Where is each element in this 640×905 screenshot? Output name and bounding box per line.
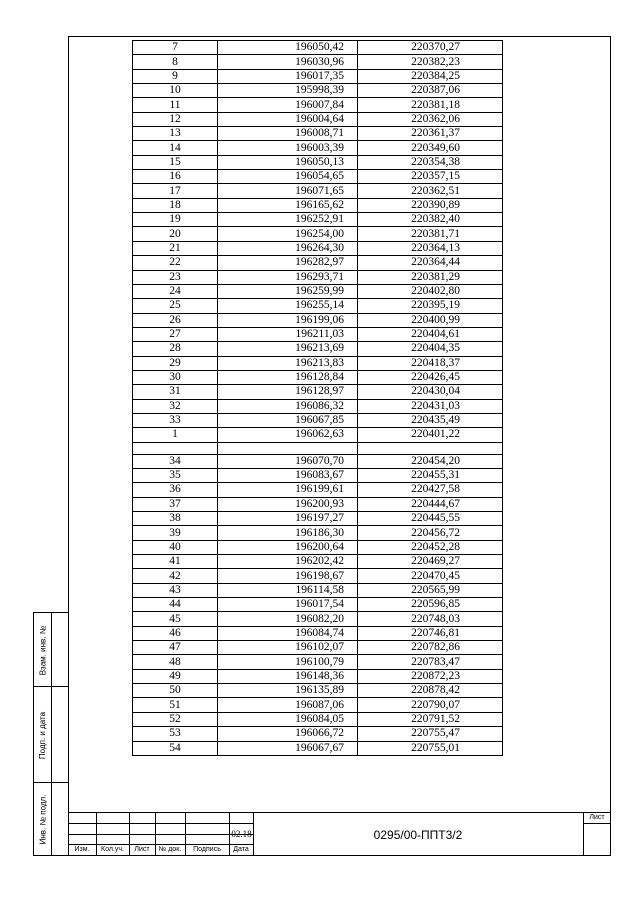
table-row	[133, 399, 503, 413]
y-coordinate-cell: 220362,51	[358, 184, 503, 198]
table-row	[133, 669, 503, 683]
point-number-cell: 8	[133, 55, 218, 69]
side-label-signature-date: Подп. и дата	[38, 711, 48, 759]
y-coordinate-cell: 220404,61	[358, 327, 503, 341]
point-number-cell: 41	[133, 555, 218, 569]
y-coordinate-cell: 220596,85	[358, 598, 503, 612]
point-number-cell: 31	[133, 385, 218, 399]
point-number-cell: 14	[133, 141, 218, 155]
x-coordinate-cell: 196050,13	[218, 155, 358, 169]
point-number-cell: 20	[133, 227, 218, 241]
point-number-cell: 9	[133, 69, 218, 83]
y-coordinate-cell: 220349,60	[358, 141, 503, 155]
table-row	[133, 112, 503, 126]
title-block-header-change: Изм.	[74, 846, 90, 853]
table-row	[133, 299, 503, 313]
side-stamp	[33, 612, 68, 856]
coordinates-table	[132, 40, 503, 756]
y-coordinate-cell: 220872,23	[358, 669, 503, 683]
x-coordinate-cell: 196213,83	[218, 356, 358, 370]
table-row	[133, 55, 503, 69]
y-coordinate-cell: 220404,35	[358, 342, 503, 356]
point-number-cell: 38	[133, 512, 218, 526]
table-row	[133, 555, 503, 569]
table-row	[133, 270, 503, 284]
y-coordinate-cell: 220427,58	[358, 483, 503, 497]
table-row	[133, 41, 503, 55]
y-coordinate-cell: 220470,45	[358, 569, 503, 583]
x-coordinate-cell: 196282,97	[218, 256, 358, 270]
point-number-cell: 52	[133, 712, 218, 726]
x-coordinate-cell: 196264,30	[218, 241, 358, 255]
table-row	[133, 442, 503, 454]
point-number-cell: 33	[133, 413, 218, 427]
point-number-cell: 12	[133, 112, 218, 126]
table-row	[133, 641, 503, 655]
y-coordinate-cell: 220364,13	[358, 241, 503, 255]
table-row	[133, 241, 503, 255]
x-coordinate-cell: 196128,84	[218, 370, 358, 384]
table-row	[133, 626, 503, 640]
x-coordinate-cell: 196114,58	[218, 583, 358, 597]
table-row	[133, 342, 503, 356]
table-row	[133, 698, 503, 712]
title-block-header-date: Дата	[233, 846, 249, 853]
x-coordinate-cell: 196293,71	[218, 270, 358, 284]
y-coordinate-cell: 220418,37	[358, 356, 503, 370]
x-coordinate-cell: 196254,00	[218, 227, 358, 241]
coordinates-table-body	[133, 41, 503, 756]
x-coordinate-cell: 196211,03	[218, 327, 358, 341]
table-row	[133, 712, 503, 726]
point-number-cell: 45	[133, 612, 218, 626]
point-number-cell: 28	[133, 342, 218, 356]
point-number-cell: 39	[133, 526, 218, 540]
x-coordinate-cell: 196054,65	[218, 170, 358, 184]
point-number-cell: 17	[133, 184, 218, 198]
x-coordinate-cell: 196252,91	[218, 213, 358, 227]
table-row	[133, 313, 503, 327]
title-block-header-count: Кол.уч.	[101, 846, 124, 853]
table-row	[133, 385, 503, 399]
title-block-header-signature: Подпись	[193, 846, 221, 853]
table-row	[133, 227, 503, 241]
table-row	[133, 284, 503, 298]
x-coordinate-cell: 196100,79	[218, 655, 358, 669]
point-number-cell: 13	[133, 127, 218, 141]
table-row	[133, 483, 503, 497]
point-number-cell: 54	[133, 741, 218, 755]
y-coordinate-cell: 220362,06	[358, 112, 503, 126]
point-number-cell: 42	[133, 569, 218, 583]
table-row	[133, 184, 503, 198]
y-coordinate-cell: 220381,71	[358, 227, 503, 241]
y-coordinate-cell: 220755,47	[358, 727, 503, 741]
y-coordinate-cell: 220395,19	[358, 299, 503, 313]
x-coordinate-cell: 196255,14	[218, 299, 358, 313]
y-coordinate-cell: 220387,06	[358, 84, 503, 98]
table-row	[133, 413, 503, 427]
table-row	[133, 540, 503, 554]
table-row	[133, 198, 503, 212]
x-coordinate-cell: 196148,36	[218, 669, 358, 683]
table-row	[133, 598, 503, 612]
x-coordinate-cell: 196186,30	[218, 526, 358, 540]
table-row	[133, 468, 503, 482]
table-row	[133, 84, 503, 98]
x-coordinate-cell: 196008,71	[218, 127, 358, 141]
point-number-cell: 53	[133, 727, 218, 741]
y-coordinate-cell: 220426,45	[358, 370, 503, 384]
x-coordinate-cell: 196197,27	[218, 512, 358, 526]
x-coordinate-cell: 196082,20	[218, 612, 358, 626]
table-row	[133, 428, 503, 442]
table-row	[133, 356, 503, 370]
x-coordinate-cell: 196200,93	[218, 497, 358, 511]
x-coordinate-cell: 196213,69	[218, 342, 358, 356]
point-number-cell: 29	[133, 356, 218, 370]
x-coordinate-cell: 196199,61	[218, 483, 358, 497]
table-row	[133, 98, 503, 112]
y-coordinate-cell	[358, 442, 503, 454]
side-label-replacement-inv: Взам. инв. №	[38, 625, 48, 675]
point-number-cell: 48	[133, 655, 218, 669]
table-row	[133, 684, 503, 698]
x-coordinate-cell: 196135,89	[218, 684, 358, 698]
x-coordinate-cell: 196198,67	[218, 569, 358, 583]
table-row	[133, 497, 503, 511]
y-coordinate-cell: 220452,28	[358, 540, 503, 554]
x-coordinate-cell: 196084,74	[218, 626, 358, 640]
point-number-cell: 16	[133, 170, 218, 184]
x-coordinate-cell: 196259,99	[218, 284, 358, 298]
point-number-cell: 11	[133, 98, 218, 112]
point-number-cell: 43	[133, 583, 218, 597]
y-coordinate-cell: 220469,27	[358, 555, 503, 569]
y-coordinate-cell: 220361,37	[358, 127, 503, 141]
table-row	[133, 583, 503, 597]
table-row	[133, 655, 503, 669]
y-coordinate-cell: 220382,40	[358, 213, 503, 227]
point-number-cell: 32	[133, 399, 218, 413]
title-block	[68, 812, 611, 856]
table-row	[133, 155, 503, 169]
point-number-cell	[133, 442, 218, 454]
sheet-label: Лист	[589, 814, 605, 821]
y-coordinate-cell: 220401,22	[358, 428, 503, 442]
x-coordinate-cell: 196062,63	[218, 428, 358, 442]
x-coordinate-cell: 196070,70	[218, 454, 358, 468]
y-coordinate-cell: 220783,47	[358, 655, 503, 669]
point-number-cell: 35	[133, 468, 218, 482]
point-number-cell: 22	[133, 256, 218, 270]
point-number-cell: 47	[133, 641, 218, 655]
x-coordinate-cell: 196003,39	[218, 141, 358, 155]
x-coordinate-cell: 196199,06	[218, 313, 358, 327]
title-block-header-sheet: Лист	[134, 846, 150, 853]
x-coordinate-cell: 196067,67	[218, 741, 358, 755]
x-coordinate-cell: 196202,42	[218, 555, 358, 569]
y-coordinate-cell: 220445,55	[358, 512, 503, 526]
table-row	[133, 512, 503, 526]
point-number-cell: 37	[133, 497, 218, 511]
point-number-cell: 18	[133, 198, 218, 212]
y-coordinate-cell: 220878,42	[358, 684, 503, 698]
x-coordinate-cell: 196086,32	[218, 399, 358, 413]
point-number-cell: 36	[133, 483, 218, 497]
x-coordinate-cell	[218, 442, 358, 454]
x-coordinate-cell: 196071,65	[218, 184, 358, 198]
x-coordinate-cell: 196083,67	[218, 468, 358, 482]
y-coordinate-cell: 220454,20	[358, 454, 503, 468]
y-coordinate-cell: 220357,15	[358, 170, 503, 184]
point-number-cell: 44	[133, 598, 218, 612]
side-label-original-inv: Инв. № подл.	[38, 794, 48, 845]
x-coordinate-cell: 196007,84	[218, 98, 358, 112]
table-row	[133, 741, 503, 755]
x-coordinate-cell: 196087,06	[218, 698, 358, 712]
point-number-cell: 27	[133, 327, 218, 341]
point-number-cell: 1	[133, 428, 218, 442]
point-number-cell: 25	[133, 299, 218, 313]
table-row	[133, 727, 503, 741]
table-row	[133, 141, 503, 155]
y-coordinate-cell: 220354,38	[358, 155, 503, 169]
table-row	[133, 327, 503, 341]
y-coordinate-cell: 220364,44	[358, 256, 503, 270]
point-number-cell: 50	[133, 684, 218, 698]
table-row	[133, 127, 503, 141]
y-coordinate-cell: 220381,18	[358, 98, 503, 112]
x-coordinate-cell: 196165,62	[218, 198, 358, 212]
x-coordinate-cell: 196066,72	[218, 727, 358, 741]
y-coordinate-cell: 220791,52	[358, 712, 503, 726]
document-code: 0295/00-ППТ3/2	[373, 828, 463, 842]
x-coordinate-cell: 196030,96	[218, 55, 358, 69]
y-coordinate-cell: 220370,27	[358, 41, 503, 55]
point-number-cell: 26	[133, 313, 218, 327]
table-row	[133, 569, 503, 583]
table-row	[133, 213, 503, 227]
side-stamp-cell-signature	[34, 687, 68, 783]
x-coordinate-cell: 196128,97	[218, 385, 358, 399]
point-number-cell: 19	[133, 213, 218, 227]
point-number-cell: 10	[133, 84, 218, 98]
side-stamp-cell-original	[34, 783, 68, 856]
x-coordinate-cell: 195998,39	[218, 84, 358, 98]
table-row	[133, 526, 503, 540]
x-coordinate-cell: 196102,07	[218, 641, 358, 655]
y-coordinate-cell: 220431,03	[358, 399, 503, 413]
x-coordinate-cell: 196017,54	[218, 598, 358, 612]
y-coordinate-cell: 220400,99	[358, 313, 503, 327]
y-coordinate-cell: 220402,80	[358, 284, 503, 298]
point-number-cell: 46	[133, 626, 218, 640]
title-block-header-doc-number: № док.	[158, 846, 182, 853]
point-number-cell: 21	[133, 241, 218, 255]
point-number-cell: 7	[133, 41, 218, 55]
table-row	[133, 370, 503, 384]
point-number-cell: 49	[133, 669, 218, 683]
side-stamp-cell-replacement	[34, 613, 68, 687]
y-coordinate-cell: 220748,03	[358, 612, 503, 626]
point-number-cell: 15	[133, 155, 218, 169]
point-number-cell: 24	[133, 284, 218, 298]
x-coordinate-cell: 196050,42	[218, 41, 358, 55]
y-coordinate-cell: 220430,04	[358, 385, 503, 399]
y-coordinate-cell: 220382,23	[358, 55, 503, 69]
x-coordinate-cell: 196004,64	[218, 112, 358, 126]
y-coordinate-cell: 220444,67	[358, 497, 503, 511]
title-block-date-value: 02.18	[231, 829, 252, 839]
table-row	[133, 170, 503, 184]
y-coordinate-cell: 220390,89	[358, 198, 503, 212]
point-number-cell: 30	[133, 370, 218, 384]
y-coordinate-cell: 220565,99	[358, 583, 503, 597]
x-coordinate-cell: 196067,85	[218, 413, 358, 427]
point-number-cell: 40	[133, 540, 218, 554]
point-number-cell: 51	[133, 698, 218, 712]
y-coordinate-cell: 220435,49	[358, 413, 503, 427]
point-number-cell: 34	[133, 454, 218, 468]
x-coordinate-cell: 196200,64	[218, 540, 358, 554]
y-coordinate-cell: 220455,31	[358, 468, 503, 482]
table-row	[133, 612, 503, 626]
y-coordinate-cell: 220755,01	[358, 741, 503, 755]
y-coordinate-cell: 220456,72	[358, 526, 503, 540]
table-row	[133, 256, 503, 270]
y-coordinate-cell: 220790,07	[358, 698, 503, 712]
x-coordinate-cell: 196017,35	[218, 69, 358, 83]
y-coordinate-cell: 220384,25	[358, 69, 503, 83]
point-number-cell: 23	[133, 270, 218, 284]
table-row	[133, 69, 503, 83]
table-row	[133, 454, 503, 468]
y-coordinate-cell: 220746,81	[358, 626, 503, 640]
y-coordinate-cell: 220381,29	[358, 270, 503, 284]
x-coordinate-cell: 196084,05	[218, 712, 358, 726]
y-coordinate-cell: 220782,86	[358, 641, 503, 655]
